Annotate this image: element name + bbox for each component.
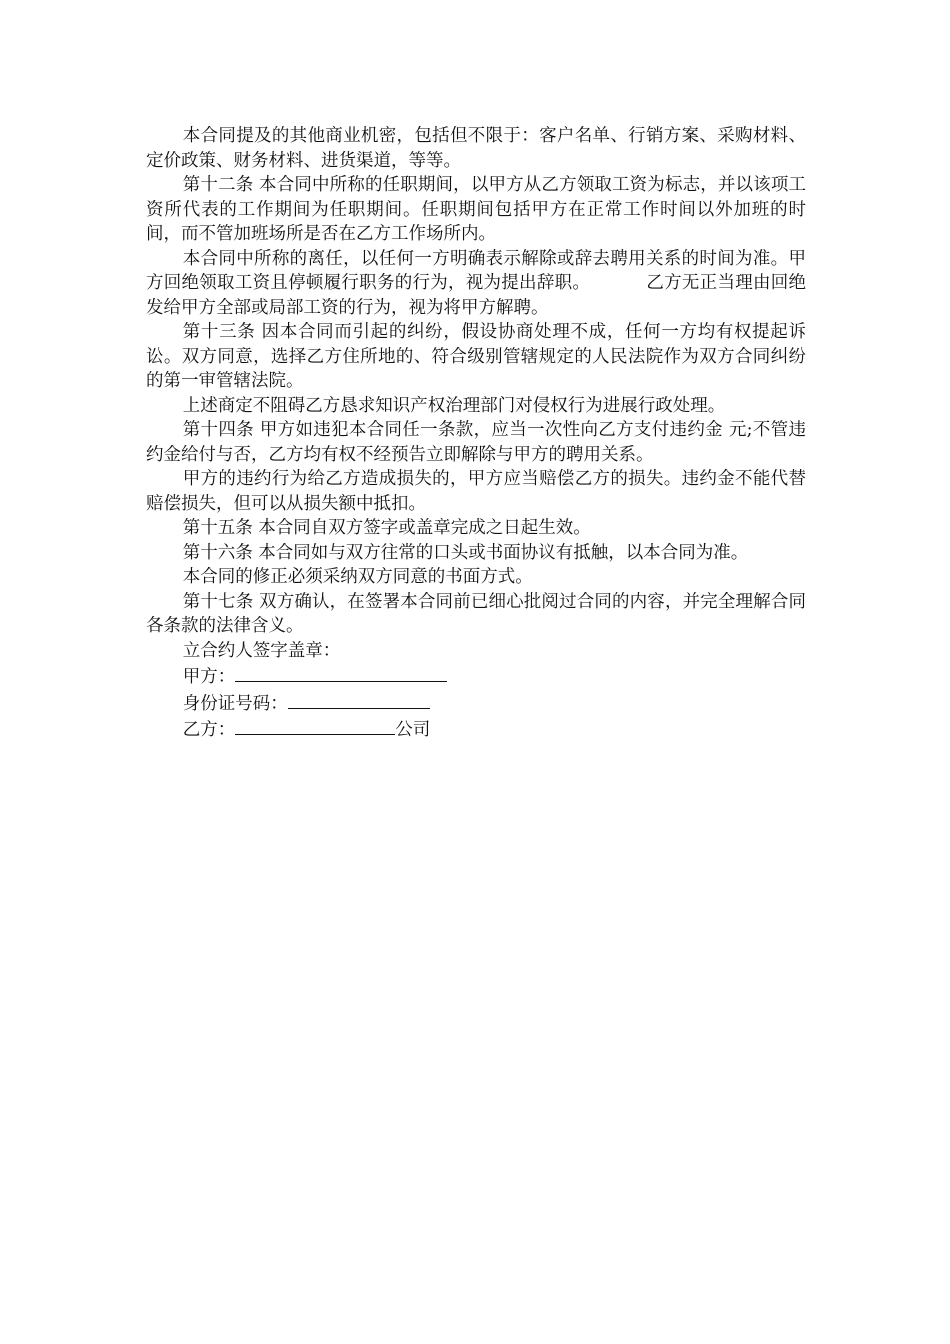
id-number-line bbox=[146, 690, 806, 717]
party-b-suffix: 公司 bbox=[395, 720, 431, 740]
id-number-label: 身份证号码： bbox=[182, 693, 288, 714]
party-a-blank[interactable] bbox=[235, 663, 447, 682]
party-a-label: 甲方： bbox=[182, 667, 236, 687]
paragraph-article-16: 第十六条 本合同如与双方往常的口头或书面协议有抵触，以本合同为准。 bbox=[182, 542, 749, 563]
dismissal-text: 乙方无正当理由回绝发给甲方全部或局部工资的行为，视为将甲方解聘。 bbox=[146, 273, 807, 318]
paragraph-compensation: 甲方的违约行为给乙方造成损失的，甲方应当赔偿乙方的损失。违约金不能代替赔偿损失，但可以从损失额中抵扣。 bbox=[146, 469, 806, 514]
paragraph-article-14: 第十四条 甲方如违犯本合同任一条款，应当一次性向乙方支付违约金 元;不管违约金给付与否，乙方均有权不经预告立即解除与甲方的聘用关系。 bbox=[146, 420, 806, 465]
signature-heading: 立合约人签字盖章： bbox=[182, 640, 341, 661]
paragraph-article-12: 第十二条 本合同中所称的任职期间，以甲方从乙方领取工资为标志，并以该项工资所代表的工作期间为任职期间。任职期间包括甲方在正常工作时间以外加班的时间，而不管加班场所是否在乙方工作场所内。 bbox=[146, 175, 806, 244]
contract-body bbox=[146, 124, 806, 743]
party-b-line bbox=[146, 716, 806, 743]
paragraph-article-17: 第十七条 双方确认，在签署本合同前已细心批阅过合同的内容，并完全理解合同各条款的法律含义。 bbox=[146, 591, 806, 636]
id-number-blank[interactable] bbox=[288, 690, 430, 709]
resignation-text: 本合同中所称的离任，以任何一方明确表示解除或辞去聘用关系的时间为准。甲方回绝领取工资且停顿履行职务的行为，视为提出辞职。 bbox=[146, 248, 806, 293]
party-a-line bbox=[146, 663, 806, 690]
party-b-blank[interactable] bbox=[235, 716, 395, 735]
paragraph-article-13: 第十三条 因本合同而引起的纠纷，假设协商处理不成，任何一方均有权提起诉讼。双方同意，选择乙方住所地的、符合级别管辖规定的人民法院作为双方合同纠纷的第一审管辖法院。 bbox=[146, 322, 806, 391]
paragraph-trade-secrets: 本合同提及的其他商业机密，包括但不限于：客户名单、行销方案、采购材料、定价政策、财务材料、进货渠道，等等。 bbox=[146, 126, 806, 171]
paragraph-article-15: 第十五条 本合同自双方签字或盖章完成之日起生效。 bbox=[182, 518, 591, 538]
party-b-label: 乙方： bbox=[182, 720, 236, 740]
paragraph-ip-dispute: 上述商定不阻碍乙方恳求知识产权治理部门对侵权行为进展行政处理。 bbox=[182, 395, 726, 416]
paragraph-amendment: 本合同的修正必须采纳双方同意的书面方式。 bbox=[182, 567, 533, 587]
paragraph-resignation bbox=[146, 247, 806, 321]
